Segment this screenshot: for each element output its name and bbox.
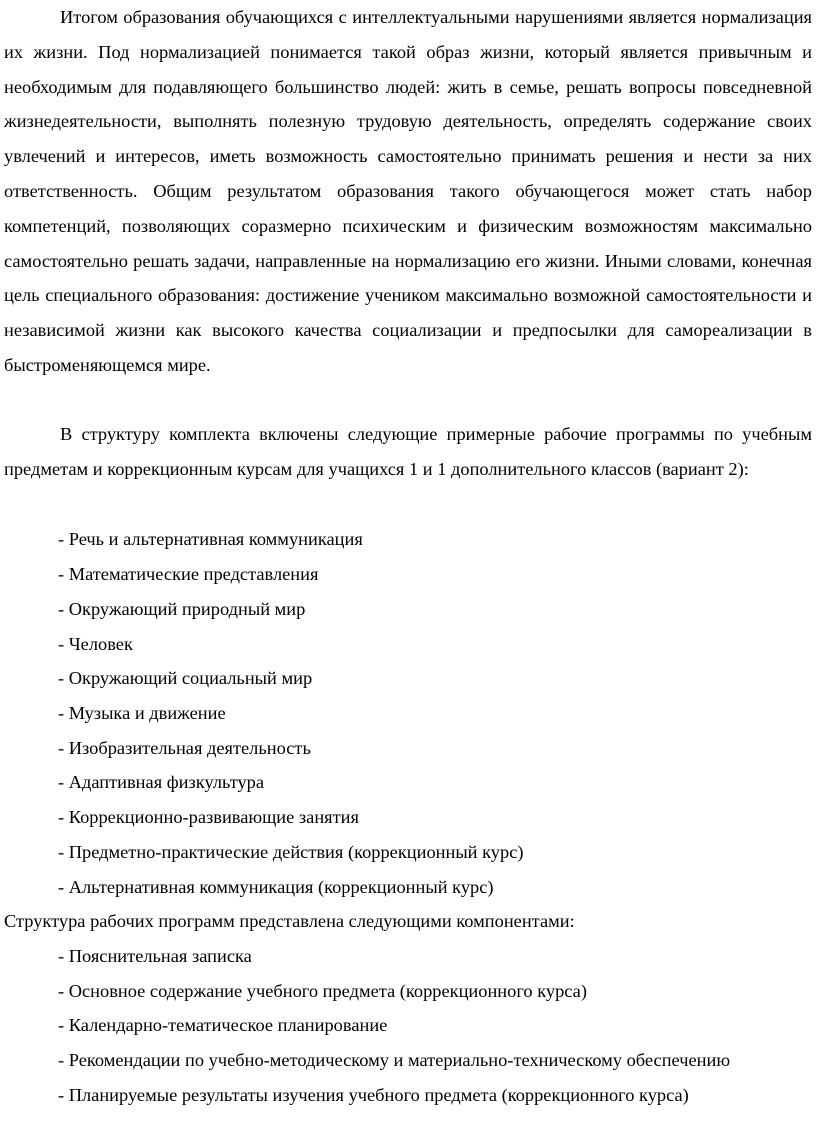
list-item: - Основное содержание учебного предмета (коррекционного курса) — [58, 981, 587, 1001]
list-item: - Музыка и движение — [58, 703, 226, 723]
list-item: - Альтернативная коммуникация (коррекционный курс) — [58, 877, 494, 897]
list-item: - Пояснительная записка — [58, 946, 252, 966]
components-heading: Структура рабочих программ представлена следующими компонентами: — [4, 911, 575, 931]
list-item: - Рекомендации по учебно-методическому и материально-техническому обеспечению — [58, 1050, 731, 1070]
list-item: - Окружающий природный мир — [58, 599, 306, 619]
list-item: - Речь и альтернативная коммуникация — [58, 529, 363, 549]
list-item: - Математические представления — [58, 564, 319, 584]
intro-paragraph: Итогом образования обучающихся с интеллектуальными нарушениями является нормализация их жизни. Под нормализацией понимается такой образ жизни, который является привычным и необходимым для подавляющего большинство людей: жить в семье, решать вопросы повседневной жизнедеятельности, выполнять полезную трудовую деятельность, определять содержание своих увлечений и интересов, иметь возможность самостоятельно принимать решения и нести за них ответственность. Общим результатом образования такого обучающегося может стать набор компетенций, позволяющих соразмерно психическим и физическим возможностям максимально самостоятельно решать задачи, направленные на нормализацию его жизни. Иными словами, конечная цель специального образования: достижение учеником максимально возможной самостоятельности и независимой жизни как высокого качества социализации и предпосылки для самореализации в быстроменяющемся мире. — [4, 7, 812, 375]
list-item: - Коррекционно-развивающие занятия — [58, 807, 359, 827]
structure-paragraph: В структуру комплекта включены следующие примерные рабочие программы по учебным предметам и коррекционным курсам для учащихся 1 и 1 дополнительного классов (вариант 2): — [4, 424, 812, 479]
list-item: - Предметно-практические действия (коррекционный курс) — [58, 842, 524, 862]
list-item: - Адаптивная физкультура — [58, 772, 265, 792]
list-item: - Планируемые результаты изучения учебного предмета (коррекционного курса) — [58, 1085, 689, 1105]
list-item: - Календарно-тематическое планирование — [58, 1015, 388, 1035]
list-item: - Человек — [58, 634, 133, 654]
list-item: - Окружающий социальный мир — [58, 668, 313, 688]
list-item: - Изобразительная деятельность — [58, 738, 311, 758]
